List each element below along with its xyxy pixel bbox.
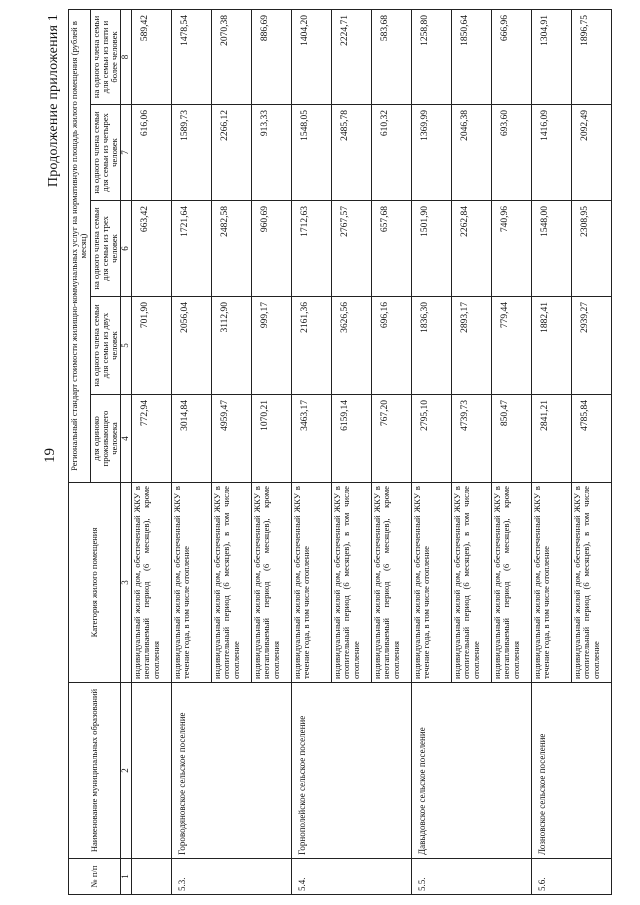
standard-value: 616,06: [132, 105, 172, 201]
standard-value: 701,90: [132, 297, 172, 395]
standard-value: 1836,30: [412, 297, 452, 395]
standard-value: 1416,09: [532, 105, 572, 201]
municipality-name: Гороводяновское сельское поселение: [172, 683, 292, 859]
standard-value: 1712,63: [292, 201, 332, 297]
header-sub-3: на одного члена семьи для семьи из трех человек: [90, 201, 121, 297]
municipality-name: Лозновское сельское поселение: [532, 683, 612, 859]
row-number: 5.5.: [412, 859, 532, 895]
row-number: 5.6.: [532, 859, 612, 895]
table-row: [132, 9, 172, 894]
standard-value: 6159,14: [332, 395, 372, 483]
row-number: 5.4.: [292, 859, 412, 895]
housing-category: индивидуальный жилой дом, обеспеченный ЖКУ в течение года, в том числе отопление: [292, 483, 332, 683]
table-row: [292, 9, 332, 894]
housing-category: индивидуальный жилой дом, обеспеченный ЖКУ в течение года, в том числе отопление: [412, 483, 452, 683]
standard-value: 1404,20: [292, 9, 332, 104]
standard-value: 1501,90: [412, 201, 452, 297]
standard-value: 1304,91: [532, 9, 572, 104]
header-standard: Региональный стандарт стоимости жилищно-коммунальных услуг на нормативную площадь жилого помещения (рублей в месяц): [69, 9, 91, 482]
table-row: [532, 9, 572, 894]
standard-value: 1896,75: [572, 9, 612, 104]
standard-value: 610,32: [372, 105, 412, 201]
standard-value: 666,96: [492, 9, 532, 104]
standard-value: 589,42: [132, 9, 172, 104]
column-number: 3: [121, 483, 132, 683]
standard-value: 2266,12: [212, 105, 252, 201]
municipality-name: Горнополейское сельское поселение: [292, 683, 412, 859]
standard-value: 1478,54: [172, 9, 212, 104]
standard-value: 2485,78: [332, 105, 372, 201]
rotated-page: [40, 10, 600, 895]
column-number: 8: [121, 9, 132, 104]
standard-value: 1369,99: [412, 105, 452, 201]
header-sub-5: на одного члена семьи для семьи из пяти и более человек: [90, 9, 121, 104]
standard-value: 2161,36: [292, 297, 332, 395]
housing-category: индивидуальный жилой дом, обеспеченный ЖКУ в отопительный период (6 месяцев), в том числе отопление: [452, 483, 492, 683]
header-sub-2: на одного члена семьи для семьи из двух человек: [90, 297, 121, 395]
standard-value: 2841,21: [532, 395, 572, 483]
page-number: 19: [42, 448, 58, 463]
standard-value: 913,33: [252, 105, 292, 201]
standard-value: 2056,04: [172, 297, 212, 395]
standard-value: 2262,84: [452, 201, 492, 297]
column-number: 7: [121, 105, 132, 201]
header-category: Категория жилого помещения: [69, 483, 121, 683]
standard-value: 1548,05: [292, 105, 332, 201]
housing-category: индивидуальный жилой дом, обеспеченный ЖКУ в отопительный период (6 месяцев), в том числе отопление: [572, 483, 612, 683]
standard-value: 2308,95: [572, 201, 612, 297]
standard-value: 2893,17: [452, 297, 492, 395]
table-row: [172, 9, 212, 894]
standard-value: 999,17: [252, 297, 292, 395]
standard-value: 2795,10: [412, 395, 452, 483]
standard-value: 4785,84: [572, 395, 612, 483]
row-number: [132, 859, 172, 895]
housing-category: индивидуальный жилой дом, обеспеченный ЖКУ в неотапливаемый период (6 месяцев), кроме отопления: [132, 483, 172, 683]
standard-value: 4739,73: [452, 395, 492, 483]
standard-value: 960,69: [252, 201, 292, 297]
municipality-name: Давыдовское сельское поселение: [412, 683, 532, 859]
appendix-title: Продолжение приложения 1: [46, 14, 61, 188]
standard-value: 663,42: [132, 201, 172, 297]
standard-value: 696,16: [372, 297, 412, 395]
standard-value: 1548,00: [532, 201, 572, 297]
standard-value: 779,44: [492, 297, 532, 395]
housing-category: индивидуальный жилой дом, обеспеченный ЖКУ в течение года, в том числе отопление: [532, 483, 572, 683]
standard-value: 2070,38: [212, 9, 252, 104]
standards-table: [68, 9, 612, 895]
standard-value: 740,96: [492, 201, 532, 297]
standard-value: 767,20: [372, 395, 412, 483]
municipality-name: [132, 683, 172, 859]
housing-category: индивидуальный жилой дом, обеспеченный ЖКУ в неотапливаемый период (6 месяцев), кроме отопления: [372, 483, 412, 683]
standard-value: 2482,58: [212, 201, 252, 297]
standard-value: 4959,47: [212, 395, 252, 483]
header-municipality: Наименование муниципальных образований: [69, 683, 121, 859]
standard-value: 1589,73: [172, 105, 212, 201]
standard-value: 2939,27: [572, 297, 612, 395]
standard-value: 1721,64: [172, 201, 212, 297]
column-number: 6: [121, 201, 132, 297]
housing-category: индивидуальный жилой дом, обеспеченный ЖКУ в течение года, в том числе отопление: [172, 483, 212, 683]
standard-value: 657,68: [372, 201, 412, 297]
header-sub-4: на одного члена семьи для семьи из четырех человек: [90, 105, 121, 201]
housing-category: индивидуальный жилой дом, обеспеченный ЖКУ в неотапливаемый период (6 месяцев), кроме отопления: [252, 483, 292, 683]
column-number: 4: [121, 395, 132, 483]
column-numbers-row: [121, 9, 132, 894]
standard-value: 1882,41: [532, 297, 572, 395]
row-number: 5.3.: [172, 859, 292, 895]
standard-value: 1850,64: [452, 9, 492, 104]
header-no: № п/п: [69, 859, 121, 895]
standard-value: 2767,57: [332, 201, 372, 297]
standard-value: 1070,21: [252, 395, 292, 483]
standard-value: 3463,17: [292, 395, 332, 483]
housing-category: индивидуальный жилой дом, обеспеченный ЖКУ в отопительный период (6 месяцев), в том числе отопление: [212, 483, 252, 683]
standard-value: 772,94: [132, 395, 172, 483]
housing-category: индивидуальный жилой дом, обеспеченный ЖКУ в отопительный период (6 месяцев), в том числе отопление: [332, 483, 372, 683]
standard-value: 3014,84: [172, 395, 212, 483]
standard-value: 2046,38: [452, 105, 492, 201]
standard-value: 850,47: [492, 395, 532, 483]
housing-category: индивидуальный жилой дом, обеспеченный ЖКУ в неотапливаемый период (6 месяцев), кроме отопления: [492, 483, 532, 683]
standard-value: 1258,80: [412, 9, 452, 104]
column-number: 5: [121, 297, 132, 395]
header-sub-1: для одиноко проживающего человека: [90, 395, 121, 483]
standard-value: 693,60: [492, 105, 532, 201]
standard-value: 3112,90: [212, 297, 252, 395]
standard-value: 886,69: [252, 9, 292, 104]
standard-value: 2092,49: [572, 105, 612, 201]
column-number: 1: [121, 859, 132, 895]
column-number: 2: [121, 683, 132, 859]
standard-value: 583,68: [372, 9, 412, 104]
standard-value: 2224,71: [332, 9, 372, 104]
table-body: [132, 9, 612, 894]
table-row: [412, 9, 452, 894]
standard-value: 3626,56: [332, 297, 372, 395]
